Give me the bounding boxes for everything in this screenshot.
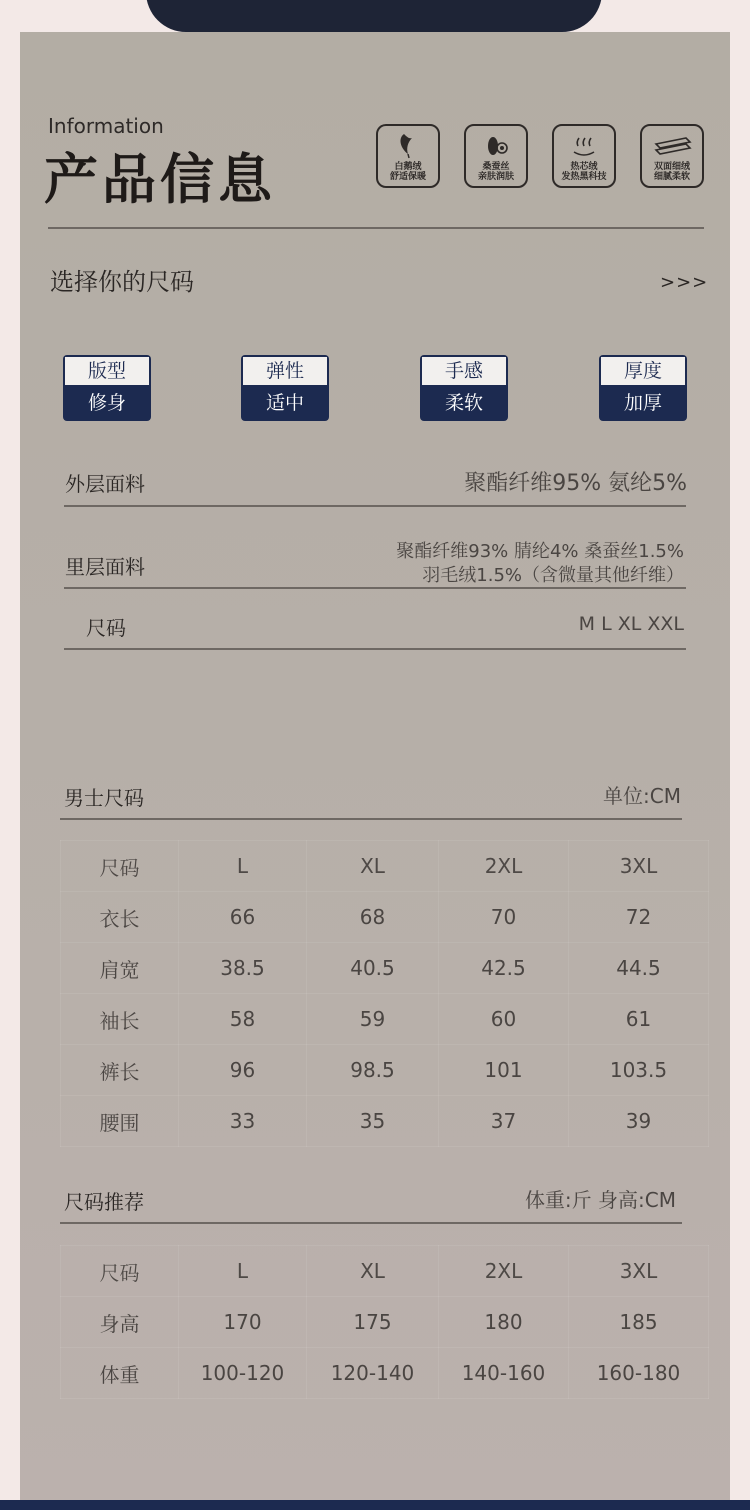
table-cell: 120-140 <box>307 1348 439 1399</box>
feature-line2: 亲肤润肤 <box>477 172 514 182</box>
attribute-elasticity <box>241 355 329 421</box>
table-cell: 35 <box>307 1096 439 1147</box>
recommend-table <box>60 1245 709 1399</box>
table-header-row <box>61 841 709 892</box>
table-cell: 袖长 <box>61 994 179 1045</box>
mens-size-unit: 单位:CM <box>603 784 681 808</box>
row-divider <box>64 587 686 589</box>
table-row <box>61 994 709 1045</box>
table-cell: 2XL <box>439 841 569 892</box>
table-cell: 尺码 <box>61 841 179 892</box>
feature-line2: 舒适保暖 <box>389 172 426 182</box>
table-cell: 39 <box>569 1096 709 1147</box>
feature-line2: 发热黑科技 <box>561 172 607 182</box>
table-cell: 101 <box>439 1045 569 1096</box>
table-cell: 98.5 <box>307 1045 439 1096</box>
table-cell: 60 <box>439 994 569 1045</box>
heat-core-icon <box>554 130 614 160</box>
table-cell: 58 <box>179 994 307 1045</box>
sizes-value: M L XL XXL <box>578 613 684 635</box>
bottom-brand-band <box>0 1500 750 1510</box>
table-cell: 40.5 <box>307 943 439 994</box>
header-divider <box>48 227 704 229</box>
table-cell: 100-120 <box>179 1348 307 1399</box>
row-divider <box>64 648 686 650</box>
section-divider <box>60 818 682 820</box>
table-cell: 140-160 <box>439 1348 569 1399</box>
attribute-fit <box>63 355 151 421</box>
attribute-name: 手感 <box>422 357 506 385</box>
inner-fabric-value-line2: 羽毛绒1.5%（含微量其他纤维） <box>422 565 684 586</box>
table-cell: XL <box>307 1246 439 1297</box>
feature-line2: 细腻柔软 <box>653 172 690 182</box>
table-cell: 衣长 <box>61 892 179 943</box>
attribute-name: 弹性 <box>243 357 327 385</box>
table-cell: 33 <box>179 1096 307 1147</box>
table-row <box>61 1096 709 1147</box>
table-cell: 160-180 <box>569 1348 709 1399</box>
attribute-value: 加厚 <box>623 392 662 414</box>
feature-line1: 双面细绒 <box>653 162 690 172</box>
table-row <box>61 892 709 943</box>
table-cell: 3XL <box>569 1246 709 1297</box>
section-divider <box>60 1222 682 1224</box>
mens-size-title: 男士尺码 <box>64 786 144 810</box>
table-cell: 61 <box>569 994 709 1045</box>
choose-size-arrows[interactable]: >>> <box>660 272 709 293</box>
table-cell: 44.5 <box>569 943 709 994</box>
attribute-name: 厚度 <box>601 357 685 385</box>
row-divider <box>64 505 686 507</box>
mens-size-table <box>60 840 709 1147</box>
feature-line1: 热芯绒 <box>570 162 598 172</box>
table-row <box>61 1348 709 1399</box>
choose-size-label: 选择你的尺码 <box>50 268 194 296</box>
goose-feather-icon <box>378 130 438 160</box>
table-cell: 37 <box>439 1096 569 1147</box>
attribute-name: 版型 <box>65 357 149 385</box>
inner-fabric-label: 里层面料 <box>65 555 145 579</box>
feature-badge-heat-core <box>552 124 616 188</box>
attribute-value: 修身 <box>87 392 126 414</box>
table-cell: 裤长 <box>61 1045 179 1096</box>
feature-badge-silk <box>464 124 528 188</box>
table-cell: 70 <box>439 892 569 943</box>
sizes-label: 尺码 <box>86 616 126 640</box>
table-cell: 68 <box>307 892 439 943</box>
feature-line1: 桑蚕丝 <box>482 162 510 172</box>
attribute-feel <box>420 355 508 421</box>
table-cell: 180 <box>439 1297 569 1348</box>
feature-badge-double-fleece <box>640 124 704 188</box>
silk-cocoon-icon <box>466 130 526 160</box>
table-cell: 66 <box>179 892 307 943</box>
inner-fabric-value-line1: 聚酯纤维93% 腈纶4% 桑蚕丝1.5% <box>396 541 684 562</box>
table-cell: 42.5 <box>439 943 569 994</box>
table-cell: L <box>179 841 307 892</box>
double-layer-fabric-icon <box>642 130 702 160</box>
table-cell: XL <box>307 841 439 892</box>
table-cell: 体重 <box>61 1348 179 1399</box>
recommend-unit: 体重:斤 身高:CM <box>524 1188 676 1212</box>
table-cell: 身高 <box>61 1297 179 1348</box>
table-row <box>61 1297 709 1348</box>
attribute-value: 柔软 <box>444 392 483 414</box>
table-header-row <box>61 1246 709 1297</box>
outer-fabric-label: 外层面料 <box>65 472 145 496</box>
table-cell: L <box>179 1246 307 1297</box>
table-cell: 72 <box>569 892 709 943</box>
table-cell: 96 <box>179 1045 307 1096</box>
feature-badge-goose-down <box>376 124 440 188</box>
info-subtitle: Information <box>48 114 164 138</box>
table-row <box>61 943 709 994</box>
table-cell: 3XL <box>569 841 709 892</box>
table-cell: 腰围 <box>61 1096 179 1147</box>
table-cell: 2XL <box>439 1246 569 1297</box>
table-cell: 103.5 <box>569 1045 709 1096</box>
recommend-title: 尺码推荐 <box>64 1190 144 1214</box>
attribute-value: 适中 <box>265 392 304 414</box>
table-cell: 170 <box>179 1297 307 1348</box>
table-cell: 175 <box>307 1297 439 1348</box>
table-cell: 59 <box>307 994 439 1045</box>
table-row <box>61 1045 709 1096</box>
feature-line1: 白鹅绒 <box>394 162 422 172</box>
table-cell: 尺码 <box>61 1246 179 1297</box>
page-title: 产品信息 <box>44 148 276 211</box>
table-cell: 185 <box>569 1297 709 1348</box>
outer-fabric-value: 聚酯纤维95% 氨纶5% <box>464 471 687 496</box>
attribute-thickness <box>599 355 687 421</box>
table-cell: 肩宽 <box>61 943 179 994</box>
garment-image-bottom-edge <box>146 0 602 32</box>
table-cell: 38.5 <box>179 943 307 994</box>
